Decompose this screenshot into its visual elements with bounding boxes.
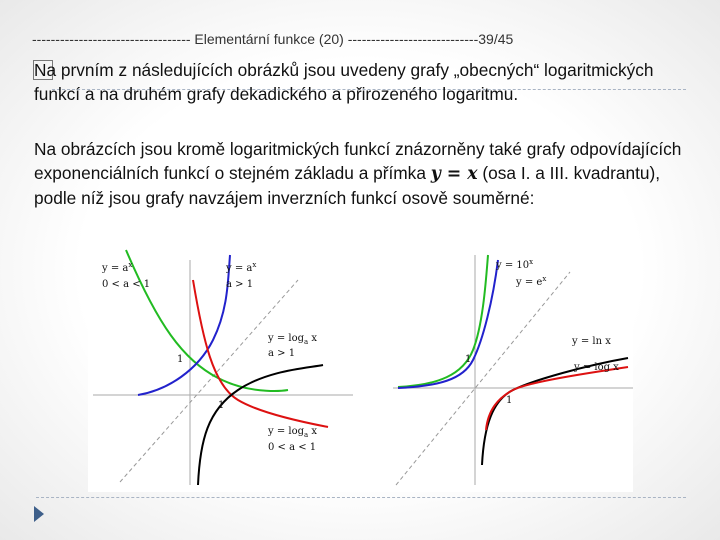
- slide-header: [32, 31, 592, 47]
- left-green-curve: [126, 250, 288, 391]
- left-cond-log-big: a > 1: [268, 348, 296, 359]
- right-graph: [393, 255, 633, 485]
- math-y-equals-x: y = x: [430, 164, 478, 184]
- left-tick-one-x: 1: [218, 400, 225, 411]
- left-cond-log-small: 0 < a < 1: [268, 442, 317, 453]
- paragraph-2: [34, 137, 684, 210]
- graphs-svg: [88, 240, 633, 492]
- left-label-log-big: $y = \log_a x$: [268, 333, 318, 346]
- right-black-curve: [482, 358, 628, 465]
- right-label-ex: $y = e^x$: [516, 275, 547, 288]
- right-label-10x: $y = 10^x$: [496, 258, 534, 271]
- right-label-ln: y = ln x: [572, 336, 611, 347]
- right-blue-curve: [398, 260, 498, 388]
- left-black-curve: [198, 365, 323, 485]
- left-red-curve: [193, 280, 328, 427]
- next-slide-arrow-icon[interactable]: [34, 506, 44, 522]
- divider-bottom: [36, 497, 686, 498]
- header-left-dashes: ----------------------------------: [32, 31, 191, 47]
- header-title: Elementární funkce (20): [194, 31, 344, 47]
- right-tick-one-y: 1: [465, 354, 472, 365]
- paragraph-1: Na prvním z následujících obrázků jsou uvedeny grafy „obecných“ logaritmických funkcí a na druhém grafy dekadického a přirozeného logaritmu.: [34, 60, 654, 104]
- left-label-exp-small: $y = a^x$: [102, 261, 133, 274]
- right-label-log: y = log x: [574, 362, 619, 373]
- left-tick-one-y: 1: [177, 354, 184, 365]
- function-graphs-figure: [88, 240, 633, 492]
- left-label-exp-big: $y = a^x$: [226, 261, 257, 274]
- paragraph-2-text-a: Na obrázcích jsou kromě logaritmických funkcí znázorněny také grafy odpovídajících exponenciálních funkcí o stejném základu a přímka: [34, 139, 682, 183]
- left-label-log-small: $y = \log_a x$: [268, 426, 318, 439]
- left-cond-big: a > 1: [226, 279, 254, 290]
- left-cond-small: 0 < a < 1: [102, 279, 151, 290]
- right-tick-one-x: 1: [506, 395, 513, 406]
- page-number: 39/45: [478, 31, 514, 47]
- header-right-dashes: ----------------------------: [347, 31, 479, 47]
- left-graph: [93, 250, 353, 485]
- paragraph-2-text-b: (osa I. a III. kvadrantu), podle níž jsou grafy navzájem inverzních funkcí osově souměrné:: [34, 163, 661, 208]
